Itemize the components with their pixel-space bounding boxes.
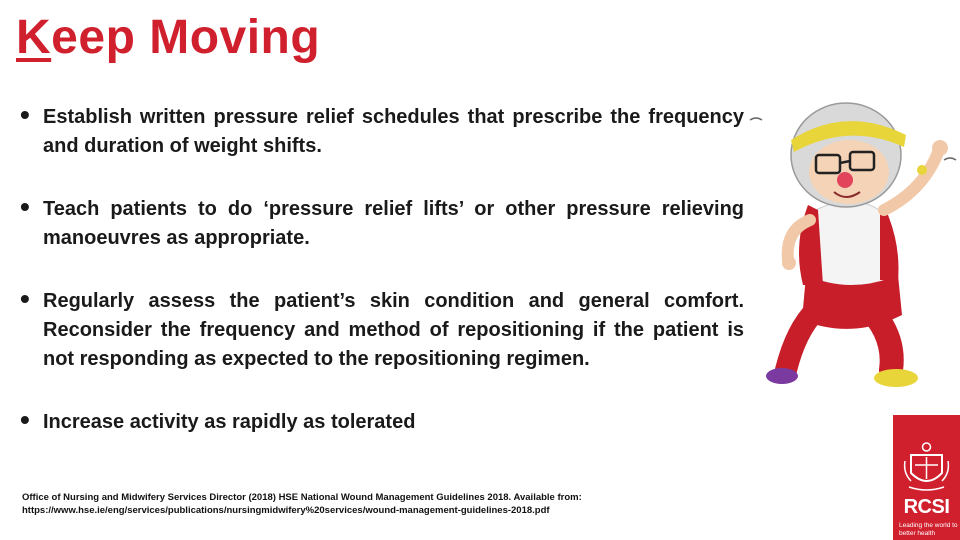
reference-line: Office of Nursing and Midwifery Services Director (2018) HSE National Wound Management Guidelines 2018. Available from: (22, 492, 582, 503)
reference-citation (22, 491, 702, 517)
logo-tagline: Leading the world to better health (899, 522, 958, 537)
crest-icon (903, 441, 950, 491)
bullet-list (20, 103, 744, 437)
title-rest: eep Moving (51, 11, 321, 64)
exercising-grandma-illustration (746, 60, 960, 390)
bullet-item: • Establish written pressure relief schedules that prescribe the frequency and duration of weight shifts. (20, 103, 744, 161)
title-first-letter: K (16, 11, 52, 64)
bullet-item: • Increase activity as rapidly as tolerated (20, 408, 744, 437)
logo-wordmark: RCSI (903, 496, 950, 518)
slide-title (16, 11, 321, 64)
bullet-item: • Teach patients to do ‘pressure relief lifts’ or other pressure relieving manoeuvres as appropriate. (20, 195, 744, 253)
reference-url: https://www.hse.ie/eng/services/publications/nursingmidwifery%20services/wound-management-guidelines-2018.pdf (22, 505, 550, 516)
rcsi-logo (893, 415, 960, 540)
bullet-item: • Regularly assess the patient’s skin condition and general comfort. Reconsider the frequency and method of repositioning if the patient is not responding as expected to the repositioning regimen. (20, 287, 744, 374)
